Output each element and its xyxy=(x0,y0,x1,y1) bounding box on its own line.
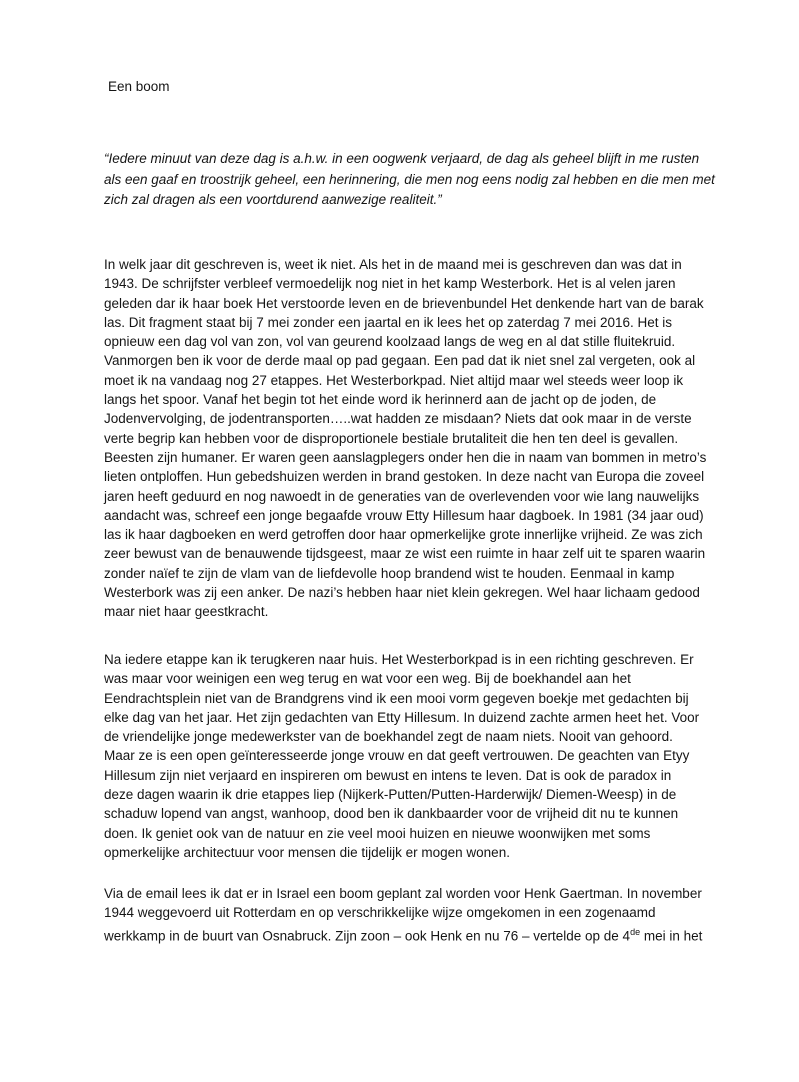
text-line: 1943. De schrijfster verbleef vermoedelijk nog niet in het kamp Westerbork. Het is al velen jaren xyxy=(104,276,676,292)
text-span: mei in het xyxy=(640,928,703,944)
text-line: las. Dit fragment staat bij 7 mei zonder een jaartal en ik lees het op zaterdag 7 mei 2016. Het is xyxy=(104,314,673,330)
text-line: jaren heeft geduurd en nog nawoedt in de generaties van de overlevenden voor wie lang nauwelijks xyxy=(104,488,700,504)
text-line: was maar voor weinigen een weg terug en wat voor een weg. Bij de boekhandel aan het xyxy=(104,671,631,687)
document-title: Een boom xyxy=(108,79,170,94)
ordinal-superscript: de xyxy=(630,926,641,937)
text-line: Vanmorgen ben ik voor de derde maal op pad gegaan. Een pad dat ik niet snel zal vergeten, ook al xyxy=(104,353,696,369)
text-line: Via de email lees ik dat er in Israel een boom geplant zal worden voor Henk Gaertman. In november xyxy=(104,886,702,901)
text-line: langs het spoor. Vanaf het begin tot het einde word ik herinnerd aan de jacht op de joden, de xyxy=(104,392,657,408)
text-line: Beesten zijn humaner. Er waren geen aanslagplegers onder hen die in naam van bommen in metro’s xyxy=(104,449,707,465)
text-line: Hillesum zijn niet verjaard en inspireren om bewust en intens te leven. Dat is ook de paradox in xyxy=(104,767,672,783)
text-line: verte begrip kan hebben voor de disproportionele bestiale brutaliteit die hen ten deel is gevallen. xyxy=(104,430,679,446)
quote-line: als een gaaf en troostrijk geheel, een herinnering, die men nog eens nodig zal hebben en die men met xyxy=(104,171,715,187)
text-line: Jodenvervolging, de jodentransporten…..wat hadden ze misdaan? Niets dat ook maar in de verste xyxy=(104,411,692,427)
text-line: opnieuw een dag vol van zon, vol van geurend koolzaad langs de weg en al dat stille fluitekruid. xyxy=(104,334,676,350)
text-line: doen. Ik geniet ook van de natuur en zie veel mooi huizen en nieuwe woonwijken met soms xyxy=(104,825,651,841)
text-line: Westerbork was zij een anker. De nazi’s hebben haar niet klein gekregen. Wel haar lichaam gedood xyxy=(104,585,700,601)
paragraph-2 xyxy=(104,650,724,862)
quote-line: “Iedere minuut van deze dag is a.h.w. in een oogwenk verjaard, de dag als geheel blijft in me rusten xyxy=(104,151,700,166)
paragraph-1 xyxy=(104,255,724,622)
text-line: zeer bewust van de benauwende tijdsgeest, maar ze wist een ruimte in haar zelf uit te sparen waarin xyxy=(104,546,706,562)
text-line: zonder naïef te zijn de vlam van de liefdevolle hoop brandend wist te houden. Eenmaal in kamp xyxy=(104,565,675,581)
text-line: de vriendelijke jonge medewerkster van de boekhandel zegt de naam niets. Nooit van gehoord. xyxy=(104,729,673,745)
text-line: aandacht was, schreef een jonge begaafde vrouw Etty Hillesum haar dagboek. In 1981 (34 jaar oud) xyxy=(104,507,704,523)
text-line: deze dagen waarin ik drie etappes liep (Nijkerk-Putten/Putten-Harderwijk/ Diemen-Weesp) in de xyxy=(104,787,677,803)
text-line: las ik haar dagboeken en werd getroffen door haar opmerkelijke grote innerlijke vrijheid. Ze was zich xyxy=(104,527,703,543)
text-line: In welk jaar dit geschreven is, weet ik niet. Als het in de maand mei is geschreven dan was dat in xyxy=(104,257,682,272)
text-line: Maar ze is een open geïnteresseerde jonge vrouw en dat geeft vertrouwen. De geachten van Etyy xyxy=(104,748,690,764)
text-line: moet ik na vandaag nog 27 etappes. Het Westerborkpad. Niet altijd maar wel steeds weer loop ik xyxy=(104,372,684,388)
text-line: Eendrachtsplein niet van de Brandgrens vind ik een mooi vorm gegeven boekje met gedachten bij xyxy=(104,690,689,706)
text-line: opmerkelijke architectuur voor mensen die tijdelijk er mogen wonen. xyxy=(104,844,510,860)
text-span: werkkamp in de buurt van Osnabruck. Zijn zoon – ook Henk en nu 76 – vertelde op de 4 xyxy=(104,928,631,944)
text-line: elke dag van het jaar. Het zijn gedachten van Etty Hillesum. In duizend zachte armen heet het. Voor xyxy=(104,709,700,725)
text-line: 1944 weggevoerd uit Rotterdam en op verschrikkelijke wijze omgekomen in een zogenaamd xyxy=(104,905,656,921)
paragraph-3 xyxy=(104,884,724,945)
quote-block xyxy=(104,149,714,211)
text-line: Na iedere etappe kan ik terugkeren naar huis. Het Westerborkpad is in een richting geschreven. Er xyxy=(104,652,694,667)
quote-line: zich zal dragen als een voortdurend aanwezige realiteit.” xyxy=(104,192,442,207)
text-line: schaduw lopend van angst, wanhoop, dood ben ik dankbaarder voor de vrijheid dit nu te kunnen xyxy=(104,806,679,822)
text-line xyxy=(104,923,724,946)
text-line: lieten ontploffen. Hun gebedshuizen werden in brand gestoken. In deze nacht van Europa die zoveel xyxy=(104,469,705,485)
text-line: maar niet haar geestkracht. xyxy=(104,604,269,620)
text-line: geleden dar ik haar boek Het verstoorde leven en de brievenbundel Het denkende hart van de barak xyxy=(104,295,704,311)
